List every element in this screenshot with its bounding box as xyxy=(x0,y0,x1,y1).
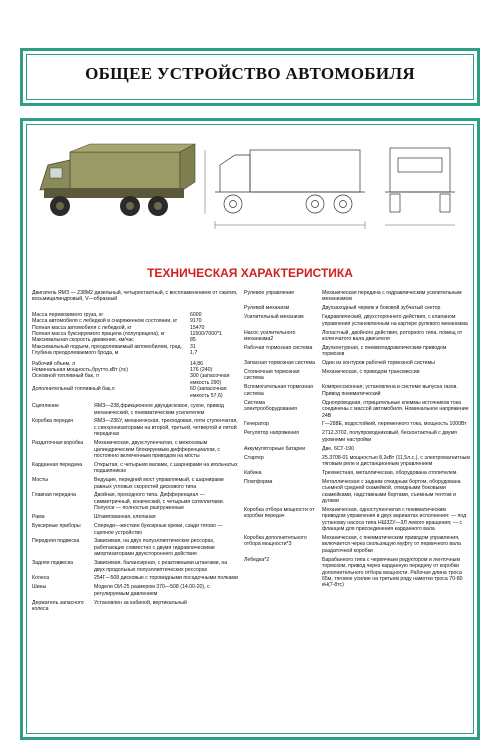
spec-label: Раздаточная коробка xyxy=(32,440,84,447)
spec-label: Максимальный подъем, преодолеваемый автомобилем, град. xyxy=(32,343,182,350)
spec-value: 300 (запасочная емкость 290) xyxy=(190,373,230,386)
spec-label: Главная передача xyxy=(32,492,76,499)
spec-row xyxy=(244,446,470,452)
spec-row xyxy=(244,290,470,303)
left-spec-column xyxy=(32,290,238,615)
spec-row xyxy=(244,360,470,366)
spec-value: 25.3708-01 мощностью 8,2кВт (11,5л.с.), с электромагнитным тяговым реле и дистанционным управлением xyxy=(322,454,470,467)
spec-value: Двойная, проходного типа. Дифференциал — симметричный, конический, с четырьмя сателлитами. Полуоси — полностью разгруженные xyxy=(94,492,225,512)
spec-value: Ведущие, передний мост управляемый, с шарнирами равных угловых скоростей дискового типа xyxy=(94,477,224,490)
spec-value: Барабанного типа с червячным редуктором и ленточным тормозом, привод через карданную передачу от коробки дополнительного отбора мощности. Рабочая длина троса 65м, тяговое усилие на третьем ряду намотки троса 70-80 кН(7-8тс) xyxy=(322,556,463,589)
spec-label: Дополнительный топливный бак,л xyxy=(32,386,115,393)
spec-row xyxy=(32,600,238,613)
spec-label: Рабочий объем, л xyxy=(32,360,76,367)
spec-value: Открытая, с четырьмя валами, с шарнирами на игольчатых подшипниках xyxy=(94,461,238,475)
spec-label: Полная масса автомобиля с лебедкой, кг xyxy=(32,324,132,331)
spec-row xyxy=(32,523,238,536)
spec-label: Рулевой механизм xyxy=(244,305,290,312)
spec-label: Масса перевозимого груза, кг xyxy=(32,311,104,318)
spec-label: Сцепление xyxy=(32,403,59,410)
spec-value: Металлическая с задним откидным бортом, оборудована съемной средней скамейкой, откидными боковыми скамейками, надставными бортами, съемным тентом и дугами xyxy=(322,478,461,504)
truck-front-view xyxy=(385,148,455,225)
engine-description: Двигатель ЯМЗ — 238М2 дизельный, четырехтактный, с воспламенением от сжатия, восьмицилиндровый, V—образный xyxy=(32,290,238,303)
spec-value: 1,7 xyxy=(190,350,198,357)
spec-label: Аккумуляторные батареи xyxy=(244,445,306,452)
spec-value: 60 (запасочная емкость 57,6) xyxy=(190,386,227,399)
spec-value: 2712.3702, полупроводниковый, бесконтактный с двумя уровнями настройки xyxy=(322,430,457,443)
spec-row xyxy=(32,538,238,557)
spec-value: Механическая, с приводом трансмиссии xyxy=(322,369,420,376)
spec-value: Один из контуров рабочей тормозной системы xyxy=(322,360,435,367)
spec-value: 85 xyxy=(190,337,196,344)
spec-row xyxy=(244,430,470,443)
spec-label: Максимальная скорость движения, км/час xyxy=(32,337,134,344)
spec-row xyxy=(32,462,238,475)
right-spec-table xyxy=(244,290,470,589)
spec-value: Лопастный, двойного действия, роторного типа. помещ от коленчатого вала двигателя xyxy=(322,329,463,342)
spec-line xyxy=(32,350,238,356)
spec-row xyxy=(244,479,470,505)
spec-label: Регулятор напряжения xyxy=(244,430,299,437)
spec-value: Механическая передача с гидравлическим усилительным механизмом xyxy=(322,290,462,303)
title-frame xyxy=(20,48,480,106)
spec-row xyxy=(32,575,238,581)
spec-label: Стартер xyxy=(244,454,264,461)
spec-value: 6000 xyxy=(190,311,202,318)
truck-side-view xyxy=(205,150,365,229)
spec-label: Генератор xyxy=(244,421,269,428)
spec-row xyxy=(32,514,238,520)
spec-value: Трехместная, металлическая, оборудована отопителем xyxy=(322,469,457,476)
spec-value: Компрессионная, установлена в системе выпуска газов. Привод пневматический xyxy=(322,384,458,397)
spec-row xyxy=(244,421,470,427)
spec-value: Однопроводная, отрицательные клеммы источников тока соединены с массой автомобиля. Номинальное напряжение 24В xyxy=(322,399,469,419)
spec-label: Коробка отбора мощности от коробки передач xyxy=(244,506,315,520)
spec-value: ЯМЗ—236У, механическая, трехходовая, пяти ступенчатая, с синхронизаторами на второй, третьей, четвертой и пятой передачах xyxy=(94,418,238,438)
spec-label: Передняя подвеска xyxy=(32,538,80,545)
spec-row xyxy=(244,305,470,311)
spec-label: Насос усилительного механизма2 xyxy=(244,329,296,342)
spec-line xyxy=(32,373,238,386)
spec-row xyxy=(32,403,238,416)
spec-value: 15470 xyxy=(190,324,205,331)
spec-label: Система электрооборудования xyxy=(244,399,297,413)
spec-value: Г—288Е, водостойкий, переменного тока, мощность 1000Вт xyxy=(322,421,467,428)
spec-label: Усилительный механизм xyxy=(244,314,304,321)
spec-row xyxy=(32,440,238,459)
spec-label: Основной топливный бак, л xyxy=(32,373,99,380)
spec-value: ЯМЗ—238,фрикционное двухдисковое, сухое, привод механический, с пневматическим усилителем xyxy=(94,403,224,416)
spec-label: Карданная передача xyxy=(32,461,83,468)
spec-value: 254Г—508 дисковые с торовидными посадочными полками xyxy=(94,575,238,582)
spec-row xyxy=(244,455,470,468)
spec-label: Лебедка*2 xyxy=(244,556,270,563)
right-spec-column xyxy=(244,290,470,591)
spec-value: Двухконтурная, с пневмогидравлическим приводом тормозов xyxy=(322,344,447,358)
spec-label: Коробка дополнительного отбора мощности*3 xyxy=(244,535,307,548)
spec-row xyxy=(244,507,470,533)
mass-list xyxy=(32,312,238,357)
spec-label: Колеса xyxy=(32,575,50,582)
spec-value: Две, 6СТ-190 xyxy=(322,445,354,452)
spec-row xyxy=(32,584,238,597)
spec-value: Модели ОИ-25 размером 370—508 (14.00-20), с регулируемым давлением xyxy=(94,584,210,597)
truck-3d-image xyxy=(40,144,195,216)
spec-label: Мосты xyxy=(32,477,48,484)
spec-value: Установлен за кабиной, вертикальный xyxy=(94,599,187,606)
spec-row xyxy=(32,492,238,511)
spec-label: Номинальная мощность,брутто,кВт (лс) xyxy=(32,367,129,374)
spec-value: 176 (240) xyxy=(190,367,213,374)
spec-label: Рабочая тормозная система xyxy=(244,344,313,351)
spec-label: Вспомогательная тормозная система xyxy=(244,384,313,397)
spec-row xyxy=(32,418,238,437)
spec-label: Кабина xyxy=(244,469,262,476)
spec-row xyxy=(244,330,470,343)
spec-value: 11500/7000*1 xyxy=(190,331,222,338)
spec-row xyxy=(244,345,470,358)
spec-line xyxy=(32,386,238,399)
spec-value: Зависимая, на двух полуэллиптических рессорах, работающих совместно с двумя гидравлическими амортизаторами двухстороннего действия xyxy=(94,538,215,558)
spec-label: Платформа xyxy=(244,478,273,485)
spec-value: Двухзаходный червяк и боковой зубчатый сектор xyxy=(322,305,441,312)
section-subtitle: ТЕХНИЧЕСКАЯ ХАРАКТЕРИСТИКА xyxy=(147,266,353,280)
spec-label: Задняя подвеска xyxy=(32,560,74,567)
spec-row xyxy=(32,477,238,490)
spec-label: Масса автомобиля с лебедкой в снаряженном состоянии, кг xyxy=(32,318,178,325)
spec-value: Штампованная, клепаная xyxy=(94,514,156,521)
spec-row xyxy=(244,314,470,327)
spec-row xyxy=(244,470,470,476)
spec-row xyxy=(244,369,470,382)
spec-value: 14,86 xyxy=(190,360,203,367)
spec-row xyxy=(32,560,238,573)
spec-label: Глубина преодолеваемого брода, м xyxy=(32,350,119,357)
spec-row xyxy=(244,400,470,419)
spec-row xyxy=(244,384,470,397)
left-spec-table xyxy=(32,403,238,612)
spec-value: Механическая, двухступенчатая, с межосевым цилиндрическим блокируемым дифференциалом, с постоянно включенным приводом на мосты xyxy=(94,440,220,459)
spec-label: Рулевое управление xyxy=(244,290,295,296)
spec-value: Спереди—жесткие буксирные крюки, сзади тягово — сцепное устройство xyxy=(94,523,223,536)
spec-value: Механическая, одноступенчатая с пневматическим приводом управления в двух вариантах исполнения: — под установку насоса типа НШ32У—3Л левого вращения; — с фланцем для присоединения карданного вала xyxy=(322,506,467,533)
spec-label: Коробка передач xyxy=(32,418,74,425)
truck-illustration xyxy=(30,130,470,240)
spec-label: Буксирные приборы xyxy=(32,523,81,530)
spec-label: Держатель запасного колеса xyxy=(32,599,84,613)
engine-spec-list xyxy=(32,361,238,399)
spec-value: Зависимая, балансирная, с реактивными штангами, на двух продольных полуэллиптических рессорах xyxy=(94,560,228,573)
spec-label: Запасная тормозная система xyxy=(244,360,315,367)
spec-value: 9170 xyxy=(190,318,202,325)
spec-label: Шины xyxy=(32,584,47,591)
spec-value: Гидравлический, двухстороннего действия, с клапаном управления установленным на картере рулевого механизма xyxy=(322,314,468,327)
spec-value: 31 xyxy=(190,343,196,350)
spec-row xyxy=(244,557,470,589)
spec-label: Полная масса буксируемого прицепа (полуприцепа), кг xyxy=(32,331,165,338)
page-title: ОБЩЕЕ УСТРОЙСТВО АВТОМОБИЛЯ xyxy=(85,64,415,83)
spec-label: Рама xyxy=(32,514,45,521)
spec-label: Стояночная тормозная система xyxy=(244,369,300,382)
spec-row xyxy=(244,535,470,554)
spec-value: Механическая, с пневматическим приводом управления, включается через скользящую муфту от первичного вала раздаточной коробки xyxy=(322,535,461,554)
